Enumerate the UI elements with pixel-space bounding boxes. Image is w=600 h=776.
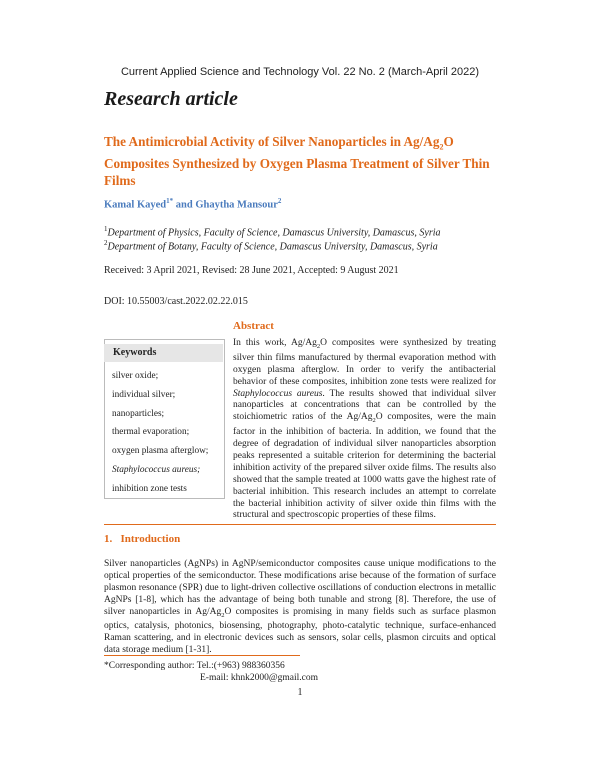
- affiliation-1: $^1$Department of Physics, Faculty of Science, Damascus University, Damascus, Syria: [104, 225, 441, 239]
- keywords-list: [112, 367, 208, 499]
- footnote-divider: [104, 655, 300, 656]
- keyword-item: thermal evaporation;: [112, 427, 190, 438]
- author-1: Kamal Kayed: [104, 199, 167, 211]
- doi: DOI: 10.55003/cast.2022.02.22.015: [104, 296, 248, 307]
- introduction-heading: 1. Introduction: [104, 533, 181, 545]
- page-number: 1: [297, 687, 303, 698]
- affiliation-2: $^2$Department of Botany, Faculty of Science, Damascus University, Damascus, Syria: [104, 239, 438, 253]
- keyword-item: Staphylococcus aureus;: [112, 464, 201, 475]
- keyword-item: silver oxide;: [112, 371, 159, 381]
- article-type: Research article: [104, 88, 238, 110]
- keyword-item: inhibition zone tests: [112, 483, 187, 494]
- keywords-header: Keywords: [104, 344, 223, 362]
- corresponding-author: *Corresponding author: Tel.:(+963) 988360356: [104, 661, 285, 671]
- author-line: Kamal Kayed$^{1*}$ and Ghaytha Mansour$^2$: [104, 197, 282, 211]
- paper-title: The Antimicrobial Activity of Silver Nanoparticles in $Ag/Ag_2O$ Composites Synthesized by Oxygen Plasma Treatment of Silver Thin Films: [104, 134, 490, 188]
- keyword-item: nanoparticles;: [112, 408, 165, 419]
- author-2: Ghaytha Mansour: [195, 199, 278, 211]
- abstract-text: In this work, $Ag/Ag_2O$ composites were synthesized by treating silver thin films manufactured by thermal evaporation method with oxygen plasma afterglow. In order to verify the antibacterial behavior of these composites, inhibition zone tests were realized for Staphylococcus aureus. The results showed that individual silver nanoparticles at concentrations that can be controlled by the stoichiometric ratios of the $Ag/Ag_2O$ composites, were the main factor in the inhibition of bacteria. In addition, we found that the degree of degradation of individual silver nanoparticles absorption peaks represented a suitable criterion for determining the bacterial inhibition activity of the prepared silver oxide films. The results also showed that the sample treated at 1000 watts gave the highest rate of bacterial inhibition. This research includes an attempt to correlate the bacterial inhibition activity of silver oxide thin films with the structural and spectroscopic properties of these films.: [233, 338, 497, 521]
- article-dates: Received: 3 April 2021, Revised: 28 June 2021, Accepted: 9 August 2021: [104, 265, 399, 276]
- author-email: E-mail: khnk2000@gmail.com: [200, 673, 318, 683]
- section-divider: [104, 524, 496, 525]
- journal-header: Current Applied Science and Technology Vol. 22 No. 2 (March-April 2022): [120, 66, 480, 78]
- keyword-item: individual silver;: [112, 389, 176, 400]
- abstract-heading: Abstract: [233, 320, 274, 332]
- keyword-item: oxygen plasma afterglow;: [112, 446, 209, 457]
- introduction-text: Silver nanoparticles (AgNPs) in AgNP/semiconductor composites cause unique modifications to the optical properties of the semiconductor. These modifications arise because of the formation of surface plasmon resonance (SPR) due to light-driven collective oscillations of conduction electrons in metallic AgNPs [1-8], which has the advantage of being both tunable and strong [8]. Therefore, the use of silver nanoparticles in $Ag/Ag_2O$ composites is promising in many fields such as surface plasmon optics, catalysis, photonics, biosensing, photography, photo-catalytic technique, surface-enhanced Raman scattering, and in electronic devices such as sensors, solar cells, plasmon circuits and optical data storage medium [1-31].: [104, 559, 496, 656]
